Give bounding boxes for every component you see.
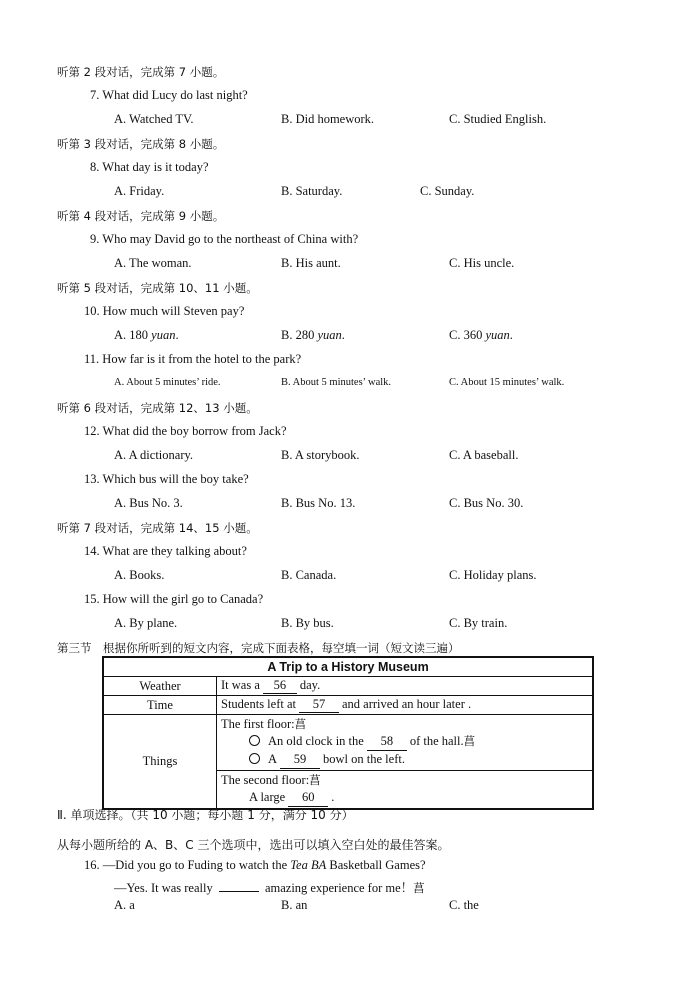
option-9c: C. His uncle. bbox=[449, 256, 515, 270]
question-16: 16. —Did you go to Fuding to watch the Tea BA Basketball Games? bbox=[84, 858, 426, 872]
blank-57: 57 bbox=[299, 697, 339, 713]
trip-table bbox=[102, 656, 594, 810]
part2-instruction: 从每小题所给的 A、B、C 三个选项中，选出可以填入空白处的最佳答案。 bbox=[57, 838, 450, 852]
option-16b: B. an bbox=[281, 898, 308, 912]
section-header-2: 听第 2 段对话，完成第 7 小题。 bbox=[57, 65, 225, 79]
option-11c: C. About 15 minutes’ walk. bbox=[449, 377, 565, 388]
section-header-4: 听第 4 段对话，完成第 9 小题。 bbox=[57, 209, 225, 223]
question-7: 7. What did Lucy do last night? bbox=[90, 88, 248, 102]
option-10b: B. 280 yuan. bbox=[281, 328, 345, 342]
table-title: A Trip to a History Museum bbox=[103, 657, 593, 677]
option-14c: C. Holiday plans. bbox=[449, 568, 537, 582]
option-15b: B. By bus. bbox=[281, 616, 334, 630]
second-floor-cell: The second floor:菖 A large 60 . bbox=[217, 771, 594, 810]
first-floor-cell: The first floor:菖 An old clock in the 58 of the hall.菖 A 59 bowl on the left. bbox=[217, 715, 594, 771]
section-header-6: 听第 6 段对话，完成第 12、13 小题。 bbox=[57, 401, 258, 415]
option-12a: A. A dictionary. bbox=[114, 448, 194, 462]
option-11b: B. About 5 minutes’ walk. bbox=[281, 377, 392, 388]
option-8c: C. Sunday. bbox=[420, 184, 475, 198]
part3-instruction: 第三节 根据你所听到的短文内容，完成下面表格，每空填一词（短文读三遍） bbox=[57, 641, 460, 655]
option-16a: A. a bbox=[114, 898, 135, 912]
option-16c: C. the bbox=[449, 898, 479, 912]
question-14: 14. What are they talking about? bbox=[84, 544, 247, 558]
question-9: 9. Who may David go to the northeast of China with? bbox=[90, 232, 359, 246]
option-9a: A. The woman. bbox=[114, 256, 192, 270]
bullet-icon bbox=[249, 753, 260, 764]
section-header-3: 听第 3 段对话，完成第 8 小题。 bbox=[57, 137, 225, 151]
option-13a: A. Bus No. 3. bbox=[114, 496, 183, 510]
option-10a: A. 180 yuan. bbox=[114, 328, 179, 342]
question-16-line2: —Yes. It was really amazing experience for me！菖 bbox=[114, 881, 425, 895]
option-14a: A. Books. bbox=[114, 568, 165, 582]
blank-16 bbox=[219, 891, 259, 892]
option-12c: C. A baseball. bbox=[449, 448, 519, 462]
option-8a: A. Friday. bbox=[114, 184, 165, 198]
option-15a: A. By plane. bbox=[114, 616, 178, 630]
bullet-icon bbox=[249, 735, 260, 746]
things-label: Things bbox=[103, 715, 217, 810]
option-14b: B. Canada. bbox=[281, 568, 337, 582]
blank-60: 60 bbox=[288, 789, 328, 807]
question-15: 15. How will the girl go to Canada? bbox=[84, 592, 264, 606]
time-cell: Students left at 57 and arrived an hour later . bbox=[217, 696, 594, 715]
option-12b: B. A storybook. bbox=[281, 448, 360, 462]
weather-label: Weather bbox=[103, 677, 217, 696]
question-10: 10. How much will Steven pay? bbox=[84, 304, 245, 318]
weather-cell: It was a 56 day. bbox=[217, 677, 594, 696]
question-8: 8. What day is it today? bbox=[90, 160, 209, 174]
option-13b: B. Bus No. 13. bbox=[281, 496, 356, 510]
blank-56: 56 bbox=[263, 678, 297, 694]
time-label: Time bbox=[103, 696, 217, 715]
blank-58: 58 bbox=[367, 733, 407, 751]
blank-59: 59 bbox=[280, 751, 320, 769]
question-11: 11. How far is it from the hotel to the park? bbox=[84, 352, 302, 366]
option-8b: B. Saturday. bbox=[281, 184, 343, 198]
part2-heading: Ⅱ. 单项选择。（共 10 小题；每小题 1 分，满分 10 分） bbox=[57, 808, 354, 822]
option-15c: C. By train. bbox=[449, 616, 508, 630]
option-7c: C. Studied English. bbox=[449, 112, 547, 126]
option-7b: B. Did homework. bbox=[281, 112, 375, 126]
question-12: 12. What did the boy borrow from Jack? bbox=[84, 424, 287, 438]
option-11a: A. About 5 minutes’ ride. bbox=[114, 377, 221, 388]
option-7a: A. Watched TV. bbox=[114, 112, 194, 126]
section-header-7: 听第 7 段对话，完成第 14、15 小题。 bbox=[57, 521, 258, 535]
section-header-5: 听第 5 段对话，完成第 10、11 小题。 bbox=[57, 281, 258, 295]
question-13: 13. Which bus will the boy take? bbox=[84, 472, 249, 486]
option-9b: B. His aunt. bbox=[281, 256, 341, 270]
option-10c: C. 360 yuan. bbox=[449, 328, 513, 342]
option-13c: C. Bus No. 30. bbox=[449, 496, 524, 510]
